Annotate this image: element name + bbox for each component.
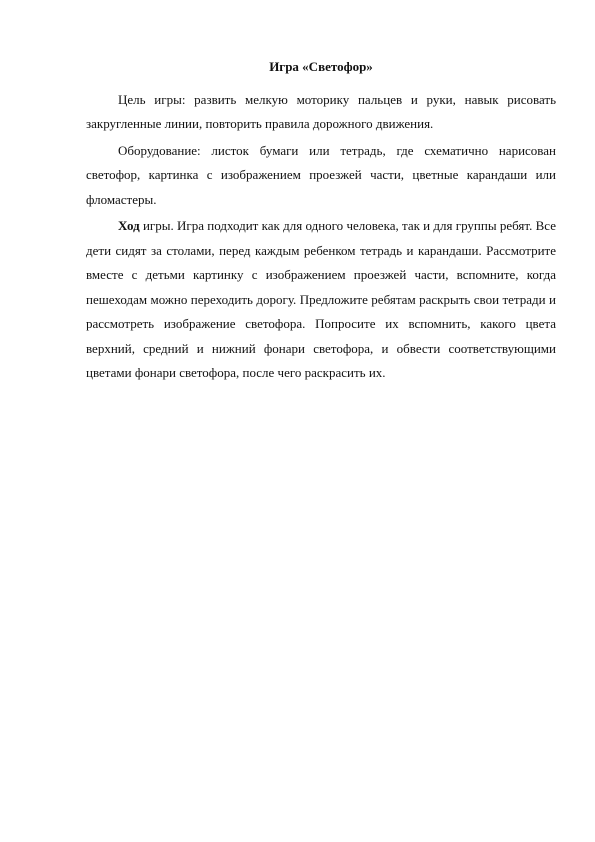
- procedure-paragraph: [86, 214, 556, 386]
- goal-text: Цель игры: развить мелкую моторику пальцев и руки, навык рисовать закругленные линии, повторить правила дорожного движения.: [86, 91, 556, 131]
- procedure-lead: Ход: [118, 218, 140, 233]
- procedure-text: игры. Игра подходит как для одного человека, так и для группы ребят. Все дети сидят за столами, перед каждым ребенком тетрадь и карандаши. Рассмотрите вместе с детьми картинку с изображением проезжей части, вспомните, когда пешеходам можно переходить дорогу. Предложите ребятам раскрыть свои тетради и рассмотреть изображение светофора. Попросите их вспомнить, какого цвета верхний, средний и нижний фонари светофора, и обвести соответствующими цветами фонари светофора, после чего раскрасить их.: [86, 218, 556, 380]
- goal-paragraph: [86, 88, 556, 137]
- document-body: [86, 55, 556, 388]
- equipment-text: Оборудование: листок бумаги или тетрадь, где схематично нарисован светофор, картинка с изображением проезжей части, цветные карандаши или фломастеры.: [86, 142, 556, 207]
- equipment-paragraph: [86, 139, 556, 213]
- document-title: Игра «Светофор»: [269, 59, 373, 74]
